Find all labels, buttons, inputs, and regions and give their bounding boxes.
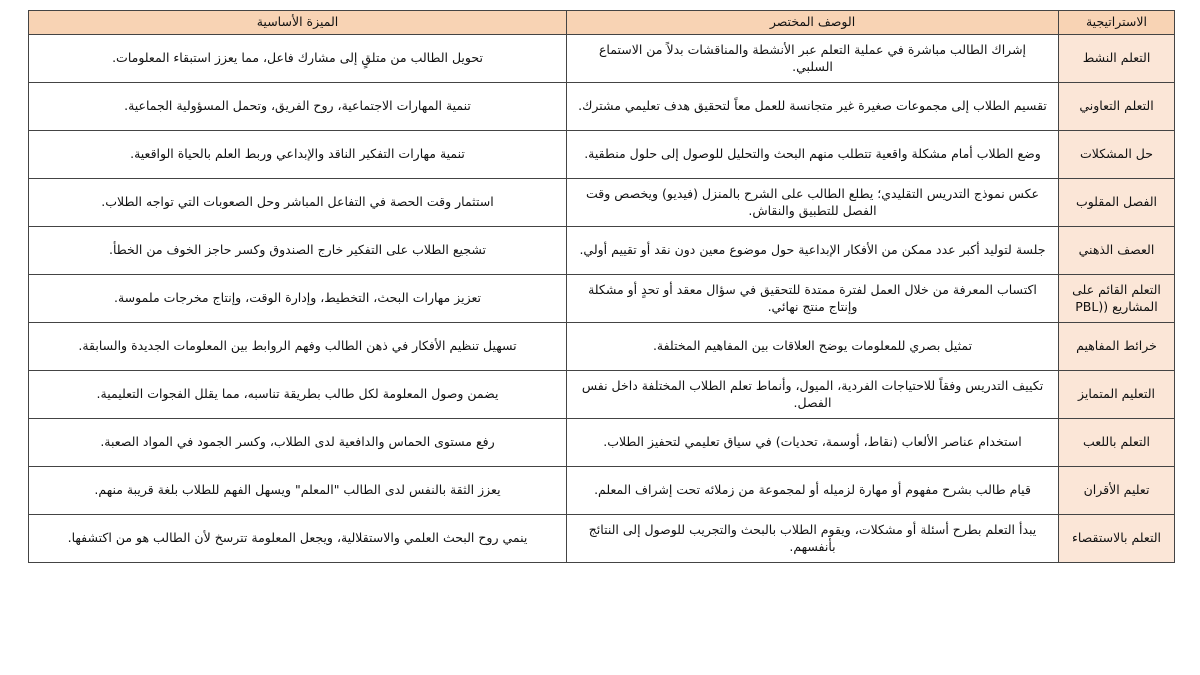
strategies-table — [28, 10, 1175, 563]
strategy-name: خرائط المفاهيم — [1059, 323, 1175, 371]
strategy-name: التعلم التعاوني — [1059, 83, 1175, 131]
table-row — [29, 131, 1175, 179]
strategy-description: تمثيل بصري للمعلومات يوضح العلاقات بين المفاهيم المختلفة. — [567, 323, 1059, 371]
strategy-name: الفصل المقلوب — [1059, 179, 1175, 227]
strategy-feature: تسهيل تنظيم الأفكار في ذهن الطالب وفهم الروابط بين المعلومات الجديدة والسابقة. — [29, 323, 567, 371]
strategy-description: تكييف التدريس وفقاً للاحتياجات الفردية، الميول، وأنماط تعلم الطلاب المختلفة داخل نفس الفصل. — [567, 371, 1059, 419]
strategy-description: استخدام عناصر الألعاب (نقاط، أوسمة، تحديات) في سياق تعليمي لتحفيز الطلاب. — [567, 419, 1059, 467]
table-row — [29, 371, 1175, 419]
strategy-name: التعليم المتمايز — [1059, 371, 1175, 419]
table-row — [29, 179, 1175, 227]
strategy-name: التعلم بالاستقصاء — [1059, 515, 1175, 563]
strategy-feature: تنمية المهارات الاجتماعية، روح الفريق، وتحمل المسؤولية الجماعية. — [29, 83, 567, 131]
table-row — [29, 35, 1175, 83]
header-strategy: الاستراتيجية — [1059, 11, 1175, 35]
table-header-row — [29, 11, 1175, 35]
strategy-feature: يضمن وصول المعلومة لكل طالب بطريقة تناسبه، مما يقلل الفجوات التعليمية. — [29, 371, 567, 419]
strategy-description: جلسة لتوليد أكبر عدد ممكن من الأفكار الإبداعية حول موضوع معين دون نقد أو تقييم أولي. — [567, 227, 1059, 275]
table-row — [29, 275, 1175, 323]
strategy-name: تعليم الأقران — [1059, 467, 1175, 515]
table-row — [29, 227, 1175, 275]
strategy-name: التعلم النشط — [1059, 35, 1175, 83]
strategy-feature: تشجيع الطلاب على التفكير خارج الصندوق وكسر حاجز الخوف من الخطأ. — [29, 227, 567, 275]
strategy-feature: يعزز الثقة بالنفس لدى الطالب "المعلم" ويسهل الفهم للطلاب بلغة قريبة منهم. — [29, 467, 567, 515]
header-feature: الميزة الأساسية — [29, 11, 567, 35]
strategy-name: العصف الذهني — [1059, 227, 1175, 275]
strategy-feature: تنمية مهارات التفكير الناقد والإبداعي وربط العلم بالحياة الواقعية. — [29, 131, 567, 179]
table-row — [29, 467, 1175, 515]
strategy-name: التعلم القائم على المشاريع ((PBL — [1059, 275, 1175, 323]
strategy-feature: تعزيز مهارات البحث، التخطيط، وإدارة الوقت، وإنتاج مخرجات ملموسة. — [29, 275, 567, 323]
table-row — [29, 323, 1175, 371]
strategy-description: قيام طالب بشرح مفهوم أو مهارة لزميله أو لمجموعة من زملائه تحت إشراف المعلم. — [567, 467, 1059, 515]
strategy-feature: ينمي روح البحث العلمي والاستقلالية، ويجعل المعلومة تترسخ لأن الطالب هو من اكتشفها. — [29, 515, 567, 563]
header-description: الوصف المختصر — [567, 11, 1059, 35]
strategy-name: حل المشكلات — [1059, 131, 1175, 179]
strategy-name: التعلم باللعب — [1059, 419, 1175, 467]
strategy-description: عكس نموذج التدريس التقليدي؛ يطلع الطالب على الشرح بالمنزل (فيديو) ويخصص وقت الفصل للتطبيق والنقاش. — [567, 179, 1059, 227]
strategy-description: يبدأ التعلم بطرح أسئلة أو مشكلات، ويقوم الطلاب بالبحث والتجريب للوصول إلى النتائج بأنفسهم. — [567, 515, 1059, 563]
table-row — [29, 515, 1175, 563]
strategy-feature: تحويل الطالب من متلقٍ إلى مشارك فاعل، مما يعزز استبقاء المعلومات. — [29, 35, 567, 83]
strategy-feature: رفع مستوى الحماس والدافعية لدى الطلاب، وكسر الجمود في المواد الصعبة. — [29, 419, 567, 467]
strategy-description: إشراك الطالب مباشرة في عملية التعلم عبر الأنشطة والمناقشات بدلاً من الاستماع السلبي. — [567, 35, 1059, 83]
strategy-description: وضع الطلاب أمام مشكلة واقعية تتطلب منهم البحث والتحليل للوصول إلى حلول منطقية. — [567, 131, 1059, 179]
table-row — [29, 419, 1175, 467]
table-row — [29, 83, 1175, 131]
strategy-description: اكتساب المعرفة من خلال العمل لفترة ممتدة للتحقيق في سؤال معقد أو تحدٍ أو مشكلة وإنتاج منتج نهائي. — [567, 275, 1059, 323]
strategy-description: تقسيم الطلاب إلى مجموعات صغيرة غير متجانسة للعمل معاً لتحقيق هدف تعليمي مشترك. — [567, 83, 1059, 131]
strategy-feature: استثمار وقت الحصة في التفاعل المباشر وحل الصعوبات التي تواجه الطلاب. — [29, 179, 567, 227]
